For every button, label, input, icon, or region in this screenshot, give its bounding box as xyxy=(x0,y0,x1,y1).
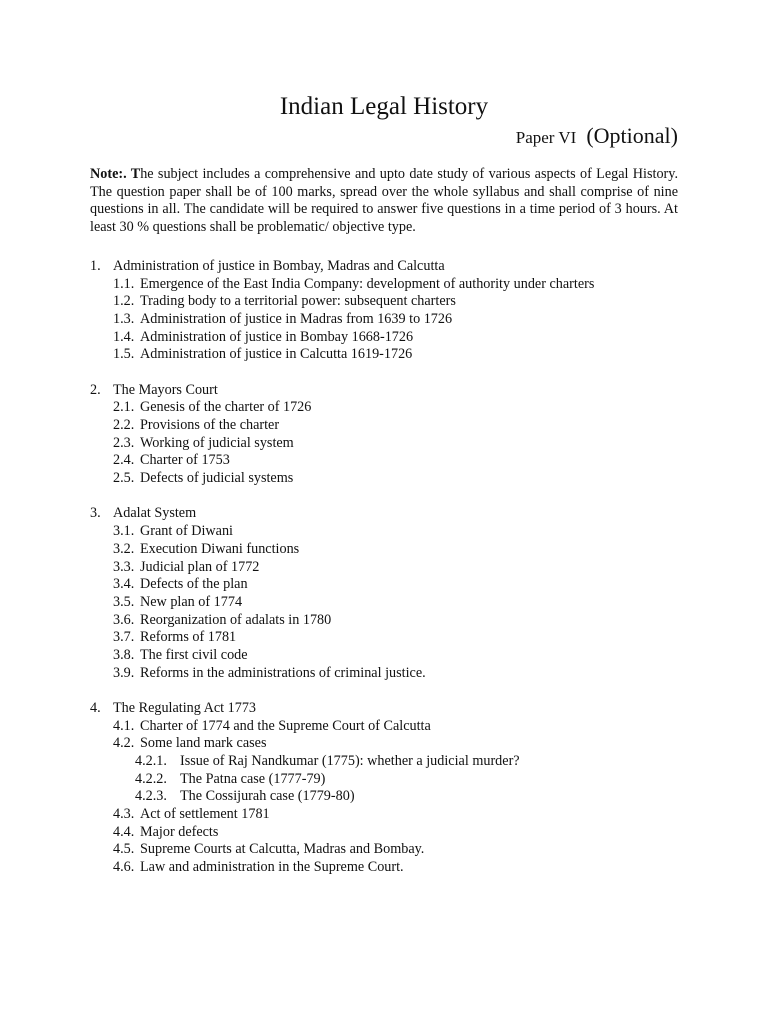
item-text: The Patna case (1777-79) xyxy=(180,770,326,787)
item-number: 3.3. xyxy=(113,558,135,575)
item-text: Supreme Courts at Calcutta, Madras and Bombay. xyxy=(140,841,425,858)
item-text: Charter of 1753 xyxy=(140,452,230,469)
section-heading xyxy=(90,382,710,400)
item-text: Charter of 1774 and the Supreme Court of Calcutta xyxy=(140,717,431,734)
syllabus-item xyxy=(90,594,710,612)
paper-subtitle xyxy=(516,123,678,151)
syllabus-subitem xyxy=(90,788,710,806)
note-paragraph xyxy=(90,166,678,236)
syllabus-subitem xyxy=(90,771,710,789)
item-number: 4.2.2. xyxy=(135,770,167,787)
item-text: Reorganization of adalats in 1780 xyxy=(140,611,332,628)
item-number: 1.4. xyxy=(113,328,135,345)
syllabus-item xyxy=(90,806,710,824)
item-number: 2.5. xyxy=(113,470,135,487)
item-text: Issue of Raj Nandkumar (1775): whether a judicial murder? xyxy=(180,752,520,769)
item-text: Law and administration in the Supreme Court. xyxy=(140,859,404,876)
item-number: 3.4. xyxy=(113,576,135,593)
item-text: Defects of the plan xyxy=(140,576,248,593)
syllabus-item xyxy=(90,399,710,417)
note-text: he subject includes a comprehensive and upto date study of various aspects of Legal History. The question paper shall be of 100 marks, spread over the whole syllabus and shall comprise of nine questions in all. The candidate will be required to answer five questions in a time period of 3 hours. At least 30 % questions shall be problematic/ objective type. xyxy=(90,166,678,235)
syllabus-item xyxy=(90,541,710,559)
item-number: 3.2. xyxy=(113,540,135,557)
item-number: 1.1. xyxy=(113,275,135,292)
syllabus-item xyxy=(90,824,710,842)
item-text: Administration of justice in Bombay 1668-1726 xyxy=(140,328,414,345)
note-label: Note:. T xyxy=(90,166,141,182)
item-text: Trading body to a territorial power: subsequent charters xyxy=(140,293,456,310)
item-number: 4.2.1. xyxy=(135,752,167,769)
syllabus-item xyxy=(90,311,710,329)
syllabus-item xyxy=(90,629,710,647)
item-number: 3.6. xyxy=(113,611,135,628)
item-text: The first civil code xyxy=(140,646,248,663)
item-number: 4.2.3. xyxy=(135,788,167,805)
document-title: Indian Legal History xyxy=(279,93,489,120)
syllabus-item xyxy=(90,417,710,435)
item-number: 1.2. xyxy=(113,293,135,310)
item-text: Reforms of 1781 xyxy=(140,629,237,646)
optional-label: (Optional) xyxy=(586,123,678,148)
syllabus-item xyxy=(90,293,710,311)
item-number: 2.4. xyxy=(113,452,135,469)
syllabus-item xyxy=(90,452,710,470)
item-text: Judicial plan of 1772 xyxy=(140,558,260,575)
item-text: Working of judicial system xyxy=(140,434,294,451)
item-number: 3.1. xyxy=(113,523,135,540)
syllabus-list xyxy=(90,258,710,894)
item-number: 2.2. xyxy=(113,417,135,434)
item-number: 1.3. xyxy=(113,311,135,328)
syllabus-item xyxy=(90,346,710,364)
item-text: Administration of justice in Madras from 1639 to 1726 xyxy=(140,311,453,328)
syllabus-item xyxy=(90,276,710,294)
item-text: Adalat System xyxy=(113,505,197,522)
item-number: 4.2. xyxy=(113,735,135,752)
item-number: 2.3. xyxy=(113,434,135,451)
item-number: 1. xyxy=(90,258,101,274)
item-text: Act of settlement 1781 xyxy=(140,806,270,823)
syllabus-section xyxy=(90,382,710,488)
item-number: 4. xyxy=(90,699,101,716)
syllabus-item xyxy=(90,665,710,683)
item-text: The Mayors Court xyxy=(113,381,218,398)
item-text: Reforms in the administrations of criminal justice. xyxy=(140,664,426,681)
item-text: New plan of 1774 xyxy=(140,593,243,610)
item-number: 3.7. xyxy=(113,629,135,646)
section-heading xyxy=(90,700,710,718)
item-number: 3.5. xyxy=(113,593,135,610)
syllabus-item xyxy=(90,859,710,877)
item-number: 4.3. xyxy=(113,806,135,823)
syllabus-item xyxy=(90,718,710,736)
paper-number: Paper VI xyxy=(515,128,577,147)
item-number: 2.1. xyxy=(113,399,135,416)
item-number: 3.9. xyxy=(113,664,135,681)
section-heading xyxy=(90,258,710,276)
syllabus-section xyxy=(90,700,710,877)
item-text: Administration of justice in Bombay, Madras and Calcutta xyxy=(113,258,445,274)
item-text: Emergence of the East India Company: development of authority under charters xyxy=(140,275,595,292)
syllabus-section xyxy=(90,258,710,364)
syllabus-item xyxy=(90,329,710,347)
item-number: 1.5. xyxy=(113,346,135,363)
item-text: Administration of justice in Calcutta 1619-1726 xyxy=(140,346,413,363)
syllabus-item xyxy=(90,523,710,541)
syllabus-item xyxy=(90,841,710,859)
item-text: Some land mark cases xyxy=(140,735,267,752)
item-text: Execution Diwani functions xyxy=(140,540,300,557)
syllabus-item xyxy=(90,559,710,577)
item-text: Defects of judicial systems xyxy=(140,470,294,487)
item-number: 4.6. xyxy=(113,859,135,876)
item-number: 4.1. xyxy=(113,717,135,734)
syllabus-subitem xyxy=(90,753,710,771)
item-text: Major defects xyxy=(140,823,219,840)
item-number: 2. xyxy=(90,381,101,398)
syllabus-item xyxy=(90,435,710,453)
item-number: 3. xyxy=(90,505,101,522)
item-text: The Regulating Act 1773 xyxy=(113,699,257,716)
syllabus-item xyxy=(90,576,710,594)
item-text: Grant of Diwani xyxy=(140,523,233,540)
syllabus-item xyxy=(90,612,710,630)
syllabus-item xyxy=(90,470,710,488)
section-heading xyxy=(90,505,710,523)
item-number: 3.8. xyxy=(113,646,135,663)
syllabus-item xyxy=(90,647,710,665)
item-text: Provisions of the charter xyxy=(140,417,280,434)
item-number: 4.5. xyxy=(113,841,135,858)
item-text: Genesis of the charter of 1726 xyxy=(140,399,312,416)
syllabus-section xyxy=(90,505,710,682)
item-number: 4.4. xyxy=(113,823,135,840)
item-text: The Cossijurah case (1779-80) xyxy=(180,788,355,805)
syllabus-item xyxy=(90,735,710,753)
